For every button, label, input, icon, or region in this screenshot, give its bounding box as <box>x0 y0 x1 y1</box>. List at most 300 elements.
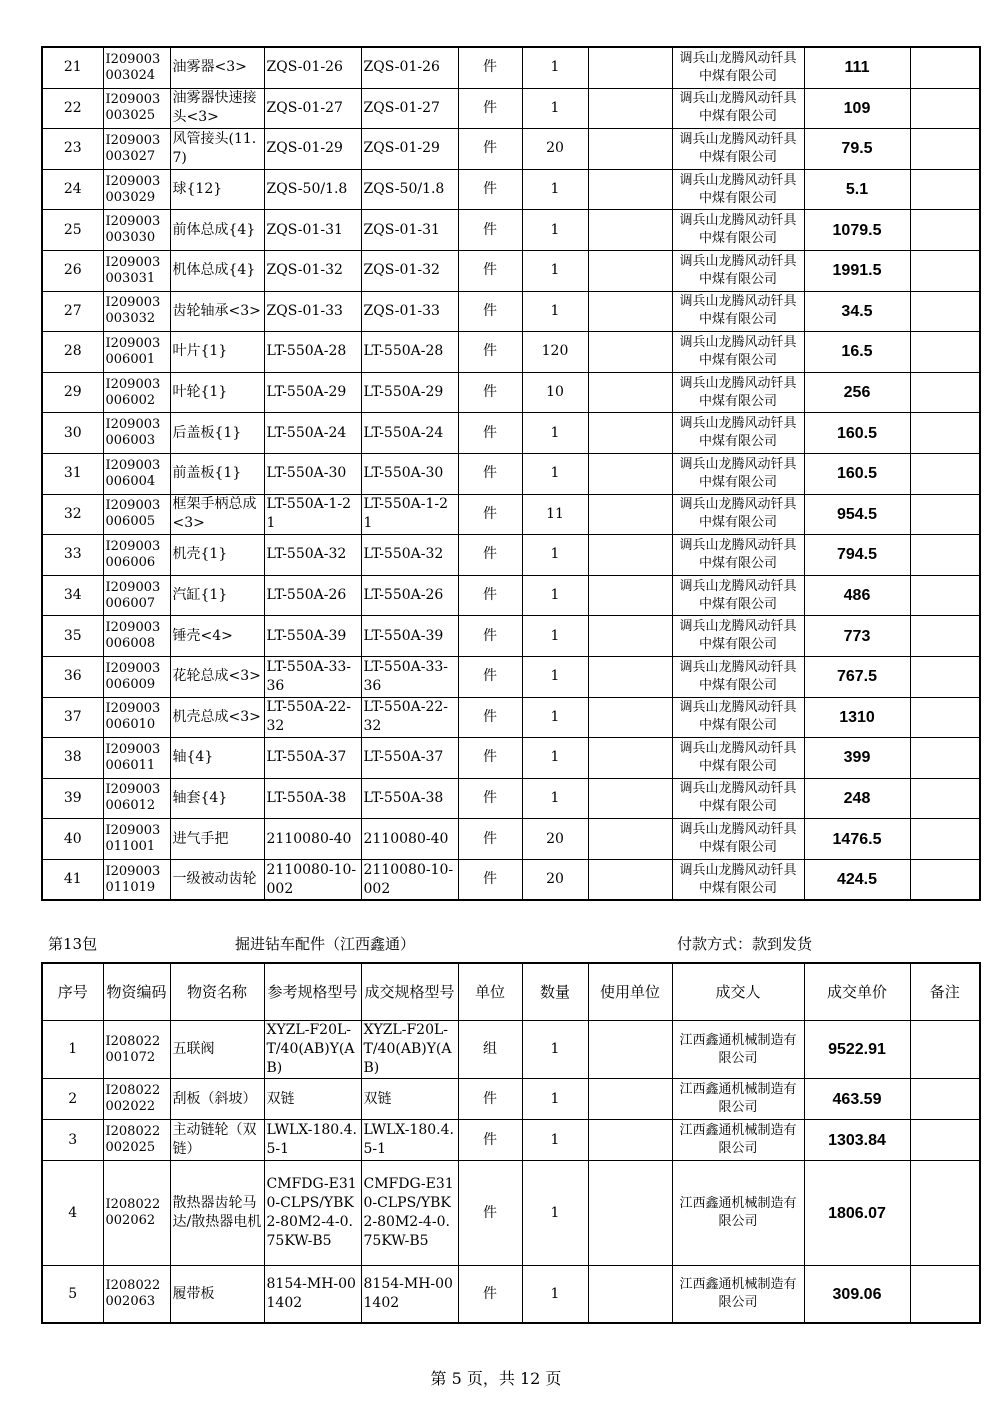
vendor-name-cell: 调兵山龙腾风动钎具中煤有限公司 <box>672 535 804 576</box>
unit-price-cell: 16.5 <box>804 332 910 373</box>
table-row <box>42 697 980 738</box>
remark-cell <box>910 1161 980 1266</box>
material-code-cell: I209003006002 <box>103 372 170 413</box>
quantity-cell: 1 <box>522 453 588 494</box>
using-unit-cell <box>588 656 672 697</box>
material-name-cell: 机壳总成<3> <box>170 697 264 738</box>
deal-spec-cell: LT-550A-30 <box>361 453 458 494</box>
vendor-name-cell: 调兵山龙腾风动钎具中煤有限公司 <box>672 575 804 616</box>
deal-spec-cell: ZQS-01-33 <box>361 291 458 332</box>
row-number-cell: 36 <box>42 656 103 697</box>
material-name-cell: 齿轮轴承<3> <box>170 291 264 332</box>
quantity-cell: 1 <box>522 738 588 779</box>
deal-spec-cell: LT-550A-22-32 <box>361 697 458 738</box>
vendor-name-cell: 调兵山龙腾风动钎具中煤有限公司 <box>672 859 804 900</box>
material-name-cell: 机壳{1} <box>170 535 264 576</box>
vendor-name-cell: 调兵山龙腾风动钎具中煤有限公司 <box>672 778 804 819</box>
row-number-cell: 30 <box>42 413 103 454</box>
quantity-cell: 20 <box>522 819 588 860</box>
unit-cell: 件 <box>458 656 522 697</box>
table-row <box>42 88 980 129</box>
row-number-cell: 29 <box>42 372 103 413</box>
quantity-cell: 1 <box>522 413 588 454</box>
material-code-cell: I209003006004 <box>103 453 170 494</box>
using-unit-cell <box>588 88 672 129</box>
unit-cell: 件 <box>458 47 522 88</box>
unit-price-cell: 794.5 <box>804 535 910 576</box>
reference-spec-cell: LWLX-180.4.5-1 <box>264 1120 361 1161</box>
reference-spec-cell: ZQS-01-26 <box>264 47 361 88</box>
using-unit-cell <box>588 250 672 291</box>
unit-price-cell: 424.5 <box>804 859 910 900</box>
row-number-cell: 28 <box>42 332 103 373</box>
row-number-cell: 26 <box>42 250 103 291</box>
table-row <box>42 332 980 373</box>
quantity-cell: 1 <box>522 535 588 576</box>
remark-cell <box>910 1021 980 1079</box>
table-row <box>42 413 980 454</box>
material-code-cell: I209003003024 <box>103 47 170 88</box>
remark-cell <box>910 819 980 860</box>
unit-cell: 件 <box>458 697 522 738</box>
unit-cell: 件 <box>458 129 522 170</box>
table-row <box>42 859 980 900</box>
deal-spec-cell: LT-550A-28 <box>361 332 458 373</box>
remark-cell <box>910 616 980 657</box>
vendor-name-cell: 江西鑫通机械制造有限公司 <box>672 1120 804 1161</box>
remark-cell <box>910 250 980 291</box>
remark-cell <box>910 656 980 697</box>
unit-cell: 件 <box>458 1079 522 1120</box>
header-cell: 参考规格型号 <box>264 963 361 1021</box>
table-row <box>42 291 980 332</box>
reference-spec-cell: LT-550A-1-21 <box>264 494 361 535</box>
row-number-cell: 34 <box>42 575 103 616</box>
deal-spec-cell: 8154-MH-001402 <box>361 1266 458 1324</box>
material-name-cell: 轴{4} <box>170 738 264 779</box>
unit-cell: 件 <box>458 859 522 900</box>
quantity-cell: 1 <box>522 250 588 291</box>
deal-spec-cell: ZQS-50/1.8 <box>361 169 458 210</box>
remark-cell <box>910 453 980 494</box>
using-unit-cell <box>588 494 672 535</box>
table-row <box>42 372 980 413</box>
row-number-cell: 41 <box>42 859 103 900</box>
row-number-cell: 2 <box>42 1079 103 1120</box>
vendor-name-cell: 调兵山龙腾风动钎具中煤有限公司 <box>672 453 804 494</box>
vendor-name-cell: 调兵山龙腾风动钎具中煤有限公司 <box>672 47 804 88</box>
using-unit-cell <box>588 453 672 494</box>
using-unit-cell <box>588 47 672 88</box>
unit-cell: 件 <box>458 616 522 657</box>
vendor-name-cell: 调兵山龙腾风动钎具中煤有限公司 <box>672 129 804 170</box>
vendor-name-cell: 调兵山龙腾风动钎具中煤有限公司 <box>672 697 804 738</box>
material-code-cell: I209003003025 <box>103 88 170 129</box>
unit-price-cell: 34.5 <box>804 291 910 332</box>
unit-price-cell: 399 <box>804 738 910 779</box>
deal-spec-cell: ZQS-01-26 <box>361 47 458 88</box>
remark-cell <box>910 1120 980 1161</box>
deal-spec-cell: LT-550A-32 <box>361 535 458 576</box>
deal-spec-cell: LT-550A-39 <box>361 616 458 657</box>
material-code-cell: I209003003030 <box>103 210 170 251</box>
vendor-name-cell: 江西鑫通机械制造有限公司 <box>672 1161 804 1266</box>
remark-cell <box>910 372 980 413</box>
unit-price-cell: 109 <box>804 88 910 129</box>
unit-cell: 件 <box>458 250 522 291</box>
deal-spec-cell: ZQS-01-27 <box>361 88 458 129</box>
material-code-cell: I209003011001 <box>103 819 170 860</box>
vendor-name-cell: 调兵山龙腾风动钎具中煤有限公司 <box>672 372 804 413</box>
row-number-cell: 39 <box>42 778 103 819</box>
using-unit-cell <box>588 1161 672 1266</box>
page-footer: 第 5 页，共 12 页 <box>430 1369 562 1388</box>
unit-cell: 件 <box>458 210 522 251</box>
deal-spec-cell: 2110080-10-002 <box>361 859 458 900</box>
unit-cell: 件 <box>458 169 522 210</box>
using-unit-cell <box>588 1079 672 1120</box>
quantity-cell: 20 <box>522 129 588 170</box>
using-unit-cell <box>588 819 672 860</box>
deal-spec-cell: LT-550A-37 <box>361 738 458 779</box>
material-code-cell: I209003006003 <box>103 413 170 454</box>
header-cell: 成交规格型号 <box>361 963 458 1021</box>
unit-price-cell: 111 <box>804 47 910 88</box>
unit-price-cell: 954.5 <box>804 494 910 535</box>
remark-cell <box>910 413 980 454</box>
reference-spec-cell: ZQS-01-32 <box>264 250 361 291</box>
header-cell: 物资编码 <box>103 963 170 1021</box>
quantity-cell: 1 <box>522 656 588 697</box>
remark-cell <box>910 210 980 251</box>
material-name-cell: 叶片{1} <box>170 332 264 373</box>
remark-cell <box>910 535 980 576</box>
table-row <box>42 1021 980 1079</box>
unit-cell: 件 <box>458 372 522 413</box>
unit-cell: 组 <box>458 1021 522 1079</box>
using-unit-cell <box>588 697 672 738</box>
material-code-cell: I209003006006 <box>103 535 170 576</box>
reference-spec-cell: LT-550A-38 <box>264 778 361 819</box>
unit-price-cell: 1303.84 <box>804 1120 910 1161</box>
material-name-cell: 轴套{4} <box>170 778 264 819</box>
reference-spec-cell: LT-550A-22-32 <box>264 697 361 738</box>
table-row <box>42 616 980 657</box>
using-unit-cell <box>588 210 672 251</box>
material-code-cell: I209003003031 <box>103 250 170 291</box>
unit-price-cell: 160.5 <box>804 453 910 494</box>
unit-cell: 件 <box>458 575 522 616</box>
material-name-cell: 风管接头(11.7) <box>170 129 264 170</box>
material-code-cell: I209003006011 <box>103 738 170 779</box>
unit-cell: 件 <box>458 1266 522 1324</box>
table-row <box>42 129 980 170</box>
unit-cell: 件 <box>458 1120 522 1161</box>
header-cell: 序号 <box>42 963 103 1021</box>
row-number-cell: 4 <box>42 1161 103 1266</box>
header-cell: 备注 <box>910 963 980 1021</box>
vendor-name-cell: 调兵山龙腾风动钎具中煤有限公司 <box>672 738 804 779</box>
using-unit-cell <box>588 169 672 210</box>
material-name-cell: 锤壳<4> <box>170 616 264 657</box>
quantity-cell: 1 <box>522 1161 588 1266</box>
vendor-name-cell: 调兵山龙腾风动钎具中煤有限公司 <box>672 210 804 251</box>
vendor-name-cell: 江西鑫通机械制造有限公司 <box>672 1079 804 1120</box>
reference-spec-cell: 8154-MH-001402 <box>264 1266 361 1324</box>
unit-cell: 件 <box>458 453 522 494</box>
quantity-cell: 20 <box>522 859 588 900</box>
material-name-cell: 汽缸{1} <box>170 575 264 616</box>
remark-cell <box>910 129 980 170</box>
unit-price-cell: 1991.5 <box>804 250 910 291</box>
remark-cell <box>910 88 980 129</box>
material-name-cell: 油雾器快速接头<3> <box>170 88 264 129</box>
quantity-cell: 1 <box>522 1120 588 1161</box>
material-code-cell: I209003006012 <box>103 778 170 819</box>
using-unit-cell <box>588 1120 672 1161</box>
quantity-cell: 1 <box>522 169 588 210</box>
unit-price-cell: 79.5 <box>804 129 910 170</box>
row-number-cell: 37 <box>42 697 103 738</box>
material-code-cell: I209003006010 <box>103 697 170 738</box>
table-row <box>42 1161 980 1266</box>
using-unit-cell <box>588 129 672 170</box>
material-name-cell: 球{12} <box>170 169 264 210</box>
unit-price-cell: 256 <box>804 372 910 413</box>
quantity-cell: 1 <box>522 291 588 332</box>
using-unit-cell <box>588 332 672 373</box>
vendor-name-cell: 江西鑫通机械制造有限公司 <box>672 1266 804 1324</box>
table-row <box>42 1266 980 1324</box>
reference-spec-cell: ZQS-50/1.8 <box>264 169 361 210</box>
header-cell: 成交人 <box>672 963 804 1021</box>
unit-price-cell: 160.5 <box>804 413 910 454</box>
parts-table-package-12 <box>41 46 981 901</box>
vendor-name-cell: 江西鑫通机械制造有限公司 <box>672 1021 804 1079</box>
quantity-cell: 1 <box>522 616 588 657</box>
reference-spec-cell: XYZL-F20L-T/40(AB)Y(AB) <box>264 1021 361 1079</box>
reference-spec-cell: LT-550A-29 <box>264 372 361 413</box>
unit-cell: 件 <box>458 291 522 332</box>
unit-price-cell: 773 <box>804 616 910 657</box>
deal-spec-cell: ZQS-01-29 <box>361 129 458 170</box>
row-number-cell: 3 <box>42 1120 103 1161</box>
row-number-cell: 24 <box>42 169 103 210</box>
package-title: 掘进钻车配件（江西鑫通） <box>235 935 416 953</box>
material-name-cell: 前盖板{1} <box>170 453 264 494</box>
reference-spec-cell: LT-550A-28 <box>264 332 361 373</box>
quantity-cell: 1 <box>522 47 588 88</box>
material-code-cell: I209003006009 <box>103 656 170 697</box>
remark-cell <box>910 738 980 779</box>
deal-spec-cell: LT-550A-1-21 <box>361 494 458 535</box>
using-unit-cell <box>588 778 672 819</box>
material-code-cell: I209003003027 <box>103 129 170 170</box>
unit-cell: 件 <box>458 1161 522 1266</box>
using-unit-cell <box>588 859 672 900</box>
vendor-name-cell: 调兵山龙腾风动钎具中煤有限公司 <box>672 332 804 373</box>
vendor-name-cell: 调兵山龙腾风动钎具中煤有限公司 <box>672 250 804 291</box>
material-code-cell: I209003011019 <box>103 859 170 900</box>
vendor-name-cell: 调兵山龙腾风动钎具中煤有限公司 <box>672 616 804 657</box>
package-label: 第13包 <box>48 935 98 953</box>
using-unit-cell <box>588 535 672 576</box>
reference-spec-cell: LT-550A-24 <box>264 413 361 454</box>
material-name-cell: 框架手柄总成<3> <box>170 494 264 535</box>
using-unit-cell <box>588 616 672 657</box>
reference-spec-cell: ZQS-01-31 <box>264 210 361 251</box>
material-name-cell: 进气手把 <box>170 819 264 860</box>
deal-spec-cell: XYZL-F20L-T/40(AB)Y(AB) <box>361 1021 458 1079</box>
material-code-cell: I208022002062 <box>103 1161 170 1266</box>
reference-spec-cell: 双链 <box>264 1079 361 1120</box>
remark-cell <box>910 494 980 535</box>
remark-cell <box>910 697 980 738</box>
table-row <box>42 819 980 860</box>
table-row <box>42 1079 980 1120</box>
header-cell: 单位 <box>458 963 522 1021</box>
unit-price-cell: 309.06 <box>804 1266 910 1324</box>
table-row <box>42 210 980 251</box>
using-unit-cell <box>588 1266 672 1324</box>
material-code-cell: I208022002063 <box>103 1266 170 1324</box>
unit-cell: 件 <box>458 88 522 129</box>
table-row <box>42 535 980 576</box>
remark-cell <box>910 291 980 332</box>
table-row <box>42 778 980 819</box>
material-name-cell: 履带板 <box>170 1266 264 1324</box>
table-row <box>42 1120 980 1161</box>
row-number-cell: 38 <box>42 738 103 779</box>
quantity-cell: 1 <box>522 778 588 819</box>
table-row <box>42 453 980 494</box>
deal-spec-cell: LT-550A-33-36 <box>361 656 458 697</box>
deal-spec-cell: CMFDG-E310-CLPS/YBK2-80M2-4-0.75KW-B5 <box>361 1161 458 1266</box>
unit-cell: 件 <box>458 819 522 860</box>
reference-spec-cell: LT-550A-33-36 <box>264 656 361 697</box>
table-row <box>42 656 980 697</box>
material-code-cell: I209003006005 <box>103 494 170 535</box>
quantity-cell: 1 <box>522 210 588 251</box>
material-name-cell: 机体总成{4} <box>170 250 264 291</box>
deal-spec-cell: ZQS-01-31 <box>361 210 458 251</box>
material-name-cell: 五联阀 <box>170 1021 264 1079</box>
row-number-cell: 22 <box>42 88 103 129</box>
unit-cell: 件 <box>458 535 522 576</box>
row-number-cell: 31 <box>42 453 103 494</box>
deal-spec-cell: LT-550A-29 <box>361 372 458 413</box>
material-code-cell: I209003006001 <box>103 332 170 373</box>
header-cell: 成交单价 <box>804 963 910 1021</box>
material-name-cell: 一级被动齿轮 <box>170 859 264 900</box>
using-unit-cell <box>588 291 672 332</box>
unit-cell: 件 <box>458 413 522 454</box>
material-name-cell: 前体总成{4} <box>170 210 264 251</box>
row-number-cell: 35 <box>42 616 103 657</box>
reference-spec-cell: ZQS-01-33 <box>264 291 361 332</box>
unit-price-cell: 767.5 <box>804 656 910 697</box>
row-number-cell: 21 <box>42 47 103 88</box>
unit-price-cell: 486 <box>804 575 910 616</box>
using-unit-cell <box>588 413 672 454</box>
vendor-name-cell: 调兵山龙腾风动钎具中煤有限公司 <box>672 819 804 860</box>
material-code-cell: I209003003029 <box>103 169 170 210</box>
row-number-cell: 1 <box>42 1021 103 1079</box>
table-row <box>42 47 980 88</box>
table-row <box>42 250 980 291</box>
vendor-name-cell: 调兵山龙腾风动钎具中煤有限公司 <box>672 413 804 454</box>
vendor-name-cell: 调兵山龙腾风动钎具中煤有限公司 <box>672 656 804 697</box>
remark-cell <box>910 169 980 210</box>
header-cell: 使用单位 <box>588 963 672 1021</box>
vendor-name-cell: 调兵山龙腾风动钎具中煤有限公司 <box>672 494 804 535</box>
material-name-cell: 主动链轮（双链） <box>170 1120 264 1161</box>
material-code-cell: I208022002022 <box>103 1079 170 1120</box>
unit-price-cell: 248 <box>804 778 910 819</box>
remark-cell <box>910 332 980 373</box>
table-row <box>42 738 980 779</box>
remark-cell <box>910 859 980 900</box>
quantity-cell: 1 <box>522 1266 588 1324</box>
unit-cell: 件 <box>458 332 522 373</box>
vendor-name-cell: 调兵山龙腾风动钎具中煤有限公司 <box>672 88 804 129</box>
reference-spec-cell: ZQS-01-29 <box>264 129 361 170</box>
unit-cell: 件 <box>458 778 522 819</box>
reference-spec-cell: LT-550A-37 <box>264 738 361 779</box>
quantity-cell: 120 <box>522 332 588 373</box>
remark-cell <box>910 47 980 88</box>
material-name-cell: 花轮总成<3> <box>170 656 264 697</box>
header-cell: 物资名称 <box>170 963 264 1021</box>
header-cell: 数量 <box>522 963 588 1021</box>
quantity-cell: 1 <box>522 1021 588 1079</box>
using-unit-cell <box>588 1021 672 1079</box>
row-number-cell: 27 <box>42 291 103 332</box>
deal-spec-cell: 双链 <box>361 1079 458 1120</box>
material-code-cell: I209003003032 <box>103 291 170 332</box>
unit-price-cell: 5.1 <box>804 169 910 210</box>
quantity-cell: 1 <box>522 1079 588 1120</box>
material-name-cell: 叶轮{1} <box>170 372 264 413</box>
material-code-cell: I208022001072 <box>103 1021 170 1079</box>
row-number-cell: 5 <box>42 1266 103 1324</box>
row-number-cell: 23 <box>42 129 103 170</box>
material-name-cell: 后盖板{1} <box>170 413 264 454</box>
reference-spec-cell: LT-550A-32 <box>264 535 361 576</box>
remark-cell <box>910 1079 980 1120</box>
remark-cell <box>910 1266 980 1324</box>
unit-price-cell: 1310 <box>804 697 910 738</box>
reference-spec-cell: CMFDG-E310-CLPS/YBK2-80M2-4-0.75KW-B5 <box>264 1161 361 1266</box>
quantity-cell: 1 <box>522 88 588 129</box>
deal-spec-cell: LT-550A-26 <box>361 575 458 616</box>
table-row <box>42 494 980 535</box>
vendor-name-cell: 调兵山龙腾风动钎具中煤有限公司 <box>672 291 804 332</box>
row-number-cell: 32 <box>42 494 103 535</box>
row-number-cell: 25 <box>42 210 103 251</box>
remark-cell <box>910 575 980 616</box>
unit-price-cell: 1806.07 <box>804 1161 910 1266</box>
unit-cell: 件 <box>458 494 522 535</box>
material-name-cell: 刮板（斜坡） <box>170 1079 264 1120</box>
remark-cell <box>910 778 980 819</box>
unit-price-cell: 1476.5 <box>804 819 910 860</box>
material-name-cell: 油雾器<3> <box>170 47 264 88</box>
table-row <box>42 169 980 210</box>
payment-terms: 付款方式：款到发货 <box>677 935 813 953</box>
using-unit-cell <box>588 372 672 413</box>
quantity-cell: 1 <box>522 697 588 738</box>
